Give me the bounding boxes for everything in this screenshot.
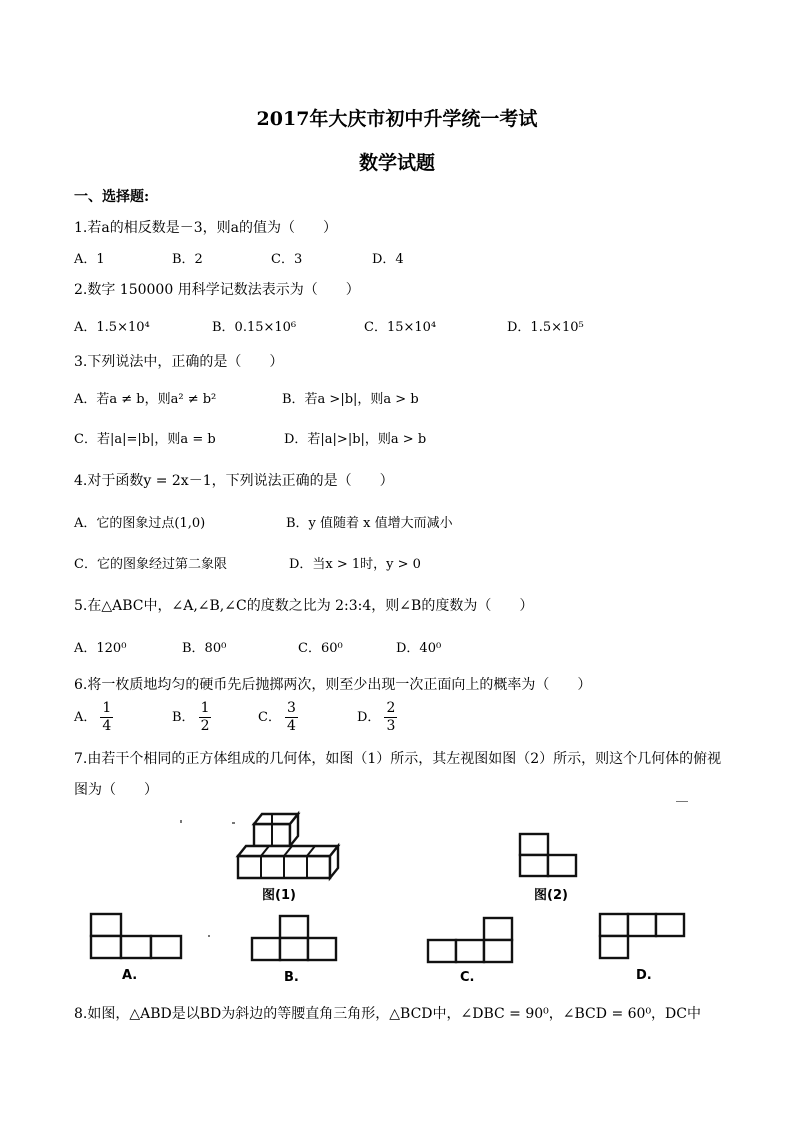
q5-option-d: D．40⁰ [396, 641, 442, 656]
question-3-stem: 3.下列说法中，正确的是（ ） [74, 354, 284, 370]
q6-c-numerator: 3 [286, 700, 296, 716]
q7-option-c-label: C. [460, 970, 475, 985]
q5-option-c: C．60⁰ [298, 641, 343, 656]
q2-option-d: D．1.5×10⁵ [507, 320, 584, 335]
question-6-stem: 6.将一枚质地均匀的硬币先后抛掷两次，则至少出现一次正面向上的概率为（ ） [74, 677, 592, 693]
q7-option-b-view [250, 914, 340, 962]
cube-top [254, 814, 298, 846]
q2-option-a: A．1.5×10⁴ [74, 320, 150, 335]
q2-option-c: C．15×10⁴ [364, 320, 437, 335]
q6-b-denominator: 2 [200, 718, 210, 734]
q7-option-d-label: D. [636, 968, 652, 983]
q7-option-b-label: B. [284, 970, 299, 985]
q4-option-a: A．它的图象过点(1,0) [74, 516, 206, 531]
figure-2-label: 图(2) [534, 888, 568, 903]
exam-title: 2017年大庆市初中升学统一考试 [256, 108, 538, 130]
q6-option-c-fraction [285, 700, 298, 735]
q6-option-d [357, 700, 397, 735]
q6-d-denominator: 3 [386, 718, 396, 734]
q6-option-a-fraction [100, 700, 113, 735]
question-5-stem: 5.在△ABC中，∠A,∠B,∠C的度数之比为 2:3:4，则∠B的度数为（ ） [74, 598, 534, 614]
q6-a-denominator: 4 [102, 718, 112, 734]
question-7-stem-line1: 7.由若干个相同的正方体组成的几何体，如图（1）所示，其左视图如图（2）所示，则这个几何体的俯视 [74, 751, 722, 767]
q4-option-b: B．y 值随着 x 值增大而减小 [286, 516, 453, 531]
figure-2-left-view [518, 832, 580, 878]
figure-1-solid [234, 808, 344, 882]
q2-option-b: B．0.15×10⁶ [212, 320, 297, 335]
q1-option-b: B．2 [172, 252, 203, 267]
figure-1-label: 图(1) [262, 888, 296, 903]
section-heading: 一、选择题: [74, 189, 150, 205]
q6-option-b [172, 700, 211, 735]
scan-speck [180, 820, 182, 823]
q1-option-d: D．4 [372, 252, 404, 267]
scan-speck [208, 935, 210, 937]
question-2-stem: 2.数字 150000 用科学记数法表示为（ ） [74, 282, 360, 298]
q6-option-c-label: C． [258, 710, 281, 725]
q7-option-c-view [426, 916, 516, 964]
q3-option-a: A．若a ≠ b，则a² ≠ b² [74, 392, 217, 407]
q6-option-b-fraction [199, 700, 212, 735]
cube-row-bottom [238, 846, 338, 878]
question-1-stem: 1.若a的相反数是－3，则a的值为（ ） [74, 220, 337, 236]
q6-option-c [258, 700, 298, 735]
q6-b-numerator: 1 [200, 700, 210, 716]
question-8-stem: 8.如图，△ABD是以BD为斜边的等腰直角三角形，△BCD中，∠DBC = 90⁰，∠BCD = 60⁰，DC中 [74, 1006, 701, 1022]
q1-option-a: A．1 [74, 252, 105, 267]
question-4-stem: 4.对于函数y = 2x－1，下列说法正确的是（ ） [74, 473, 394, 489]
scan-speck [676, 801, 688, 802]
question-7-stem-line2: 图为（ ） [74, 782, 158, 798]
q7-option-d-view [598, 912, 688, 962]
q3-option-b: B．若a >|b|，则a > b [282, 392, 419, 407]
q3-option-c: C．若|a|=|b|，则a = b [74, 432, 216, 447]
q6-option-a-label: A． [74, 710, 97, 725]
q7-option-a-label: A. [122, 968, 138, 983]
q6-c-denominator: 4 [286, 718, 296, 734]
q4-option-c: C．它的图象经过第二象限 [74, 557, 227, 572]
q1-option-c: C．3 [271, 252, 303, 267]
q6-option-d-fraction [384, 700, 397, 735]
q3-option-d: D．若|a|>|b|，则a > b [284, 432, 427, 447]
q6-a-numerator: 1 [102, 700, 112, 716]
q5-option-a: A．120⁰ [74, 641, 127, 656]
exam-subtitle: 数学试题 [358, 152, 435, 174]
q6-option-b-label: B． [172, 710, 195, 725]
q7-option-a-view [89, 912, 183, 962]
q6-option-d-label: D． [357, 710, 381, 725]
q4-option-d: D．当x > 1时，y > 0 [289, 557, 421, 572]
q6-option-a [74, 700, 113, 735]
q5-option-b: B．80⁰ [182, 641, 227, 656]
q6-d-numerator: 2 [386, 700, 396, 716]
